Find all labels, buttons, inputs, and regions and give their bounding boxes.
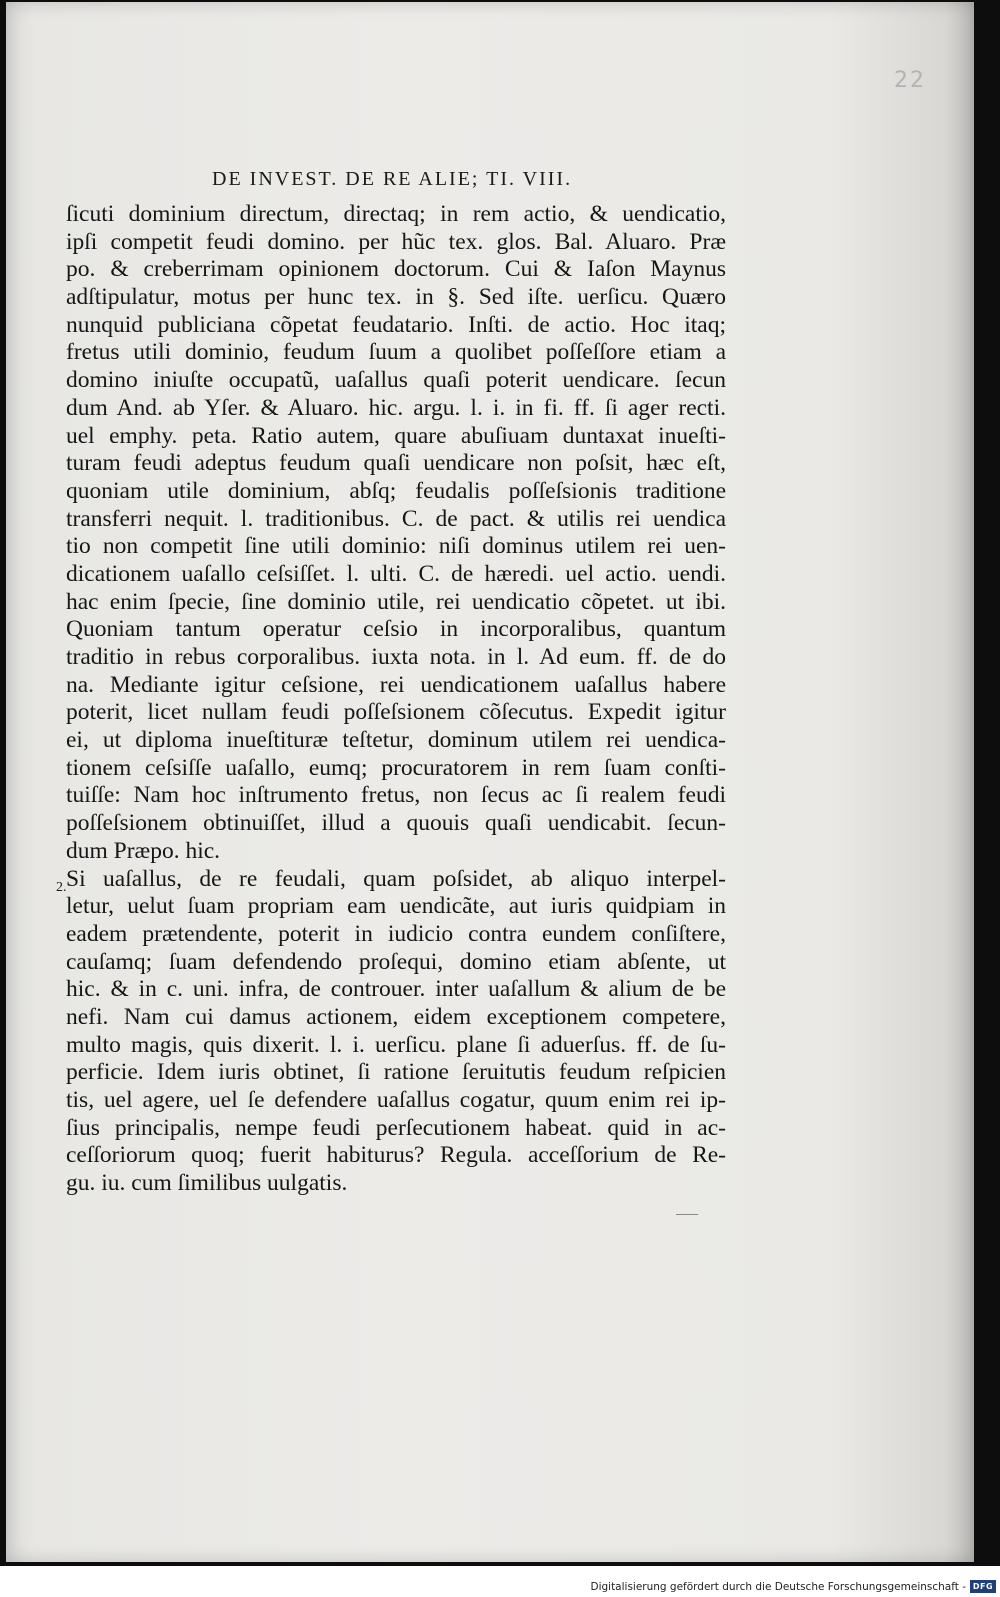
text-line: dicationem uaſallo ceſsiſſet. l. ulti. C. de hæredi. uel actio. uendi. (66, 560, 726, 587)
text-line: uel emphy. peta. Ratio autem, quare abuſiuam duntaxat inueſti- (66, 422, 726, 449)
text-line: Quoniam tantum operatur ceſsio in incorporalibus, quantum (66, 616, 726, 643)
text-line: perficie. Idem iuris obtinet, ſi ratione ſeruitutis feudum reſpicien (66, 1059, 726, 1086)
text-line: tionem ceſsiſſe uaſallo, eumq; procuratorem in rem ſuam conſti- (66, 754, 726, 781)
text-line: turam feudi adeptus feudum quaſi uendicare non poſsit, hæc eſt, (66, 450, 726, 477)
text-line: gu. iu. cum ſimilibus uulgatis. (66, 1170, 348, 1197)
text-line: ei, ut diploma inueſtituræ teſtetur, dominum utilem rei uendica- (66, 727, 726, 754)
text-line: traditio in rebus corporalibus. iuxta nota. in l. Ad eum. ff. de do (66, 644, 726, 670)
text-line: quoniam utile dominium, abſq; feudalis poſſeſsionis traditione (66, 477, 726, 504)
running-head: DE INVEST. DE RE ALIE; TI. VIII. (212, 168, 573, 190)
text-line: poſſeſsionem obtinuiſſet, illud a quouis quaſi uendicabit. ſecun- (66, 810, 726, 837)
text-line: ſicuti dominium directum, directaq; in rem actio, & uendicatio, (66, 201, 726, 227)
text-line: hic. & in c. uni. infra, de controuer. inter uaſallum & alium de be (66, 976, 726, 1003)
paragraph-marker: 2. (56, 880, 67, 895)
text-line: adſtipulatur, motus per hunc tex. in §. Sed iſte. uerſicu. Quæro (66, 284, 726, 311)
text-line: na. Mediante igitur ceſsione, rei uendicationem uaſallus habere (66, 671, 726, 698)
text-line: poterit, licet nullam feudi poſſeſsionem cõſecutus. Expedit igitur (66, 699, 726, 726)
text-line: hac enim ſpecie, ſine dominio utile, rei uendicatio cõpetet. ut ibi. (66, 588, 726, 615)
text-line: ipſi competit feudi domino. per hũc tex. glos. Bal. Aluaro. Præ (66, 228, 726, 255)
text-line: tio non competit ſine utili dominio: niſi dominus utilem rei uen- (66, 533, 726, 560)
text-line: tis, uel agere, uel ſe defendere uaſallus cogatur, quum enim rei ip- (66, 1087, 726, 1113)
text-line: transferri nequit. l. traditionibus. C. de pact. & utilis rei uendica (66, 505, 726, 532)
body-text (66, 201, 726, 1198)
text-line: nunquid publiciana cõpetat feudatario. Inſti. de actio. Hoc itaq; (66, 311, 726, 338)
text-line: letur, uelut ſuam propriam eam uendicãte, aut iuris quidpiam in (66, 893, 726, 920)
text-line: po. & creberrimam opinionem doctorum. Cui & Iaſon Maynus (66, 256, 726, 283)
text-line: Si uaſallus, de re feudali, quam poſsidet, ab aliquo interpel- (66, 865, 726, 892)
text-line: ſius principalis, nempe feudi perſecutionem habeat. quid in ac- (66, 1114, 726, 1141)
text-line: fretus utili dominio, feudum ſuum a quolibet poſſeſſore etiam a (66, 339, 726, 366)
folio-number: 22 (894, 68, 926, 93)
text-line: multo magis, quis dixerit. l. i. uerſicu. plane ſi aduerſus. ff. de ſu- (66, 1031, 726, 1058)
text-line: dum And. ab Yſer. & Aluaro. hic. argu. l. i. in fi. ff. ſi ager recti. (66, 394, 726, 421)
text-line: cauſamq; ſuam defendendo proſequi, domino etiam abſente, ut (66, 948, 726, 975)
book-page (6, 2, 974, 1562)
funding-credit: Digitalisierung gefördert durch die Deutsche Forschungsgemeinschaft - (590, 1581, 966, 1593)
text-line: nefi. Nam cui damus actionem, eidem exceptionem competere, (66, 1003, 726, 1030)
text-line: domino iniuſte occupatũ, uaſallus quaſi poterit uendicare. ſecun (66, 367, 726, 394)
dfg-logo: DFG (970, 1580, 996, 1593)
text-line: ceſſoriorum quoq; fuerit habiturus? Regula. acceſſorium de Re- (66, 1142, 726, 1169)
ink-mark (676, 1214, 698, 1215)
text-line: tuiſſe: Nam hoc inſtrumento fretus, non ſecus ac ſi realem feudi (66, 782, 726, 809)
text-line: dum Præpo. hic. (66, 837, 221, 864)
text-line: eadem prætendente, poterit in iudicio contra eundem conſiſtere, (66, 920, 726, 947)
